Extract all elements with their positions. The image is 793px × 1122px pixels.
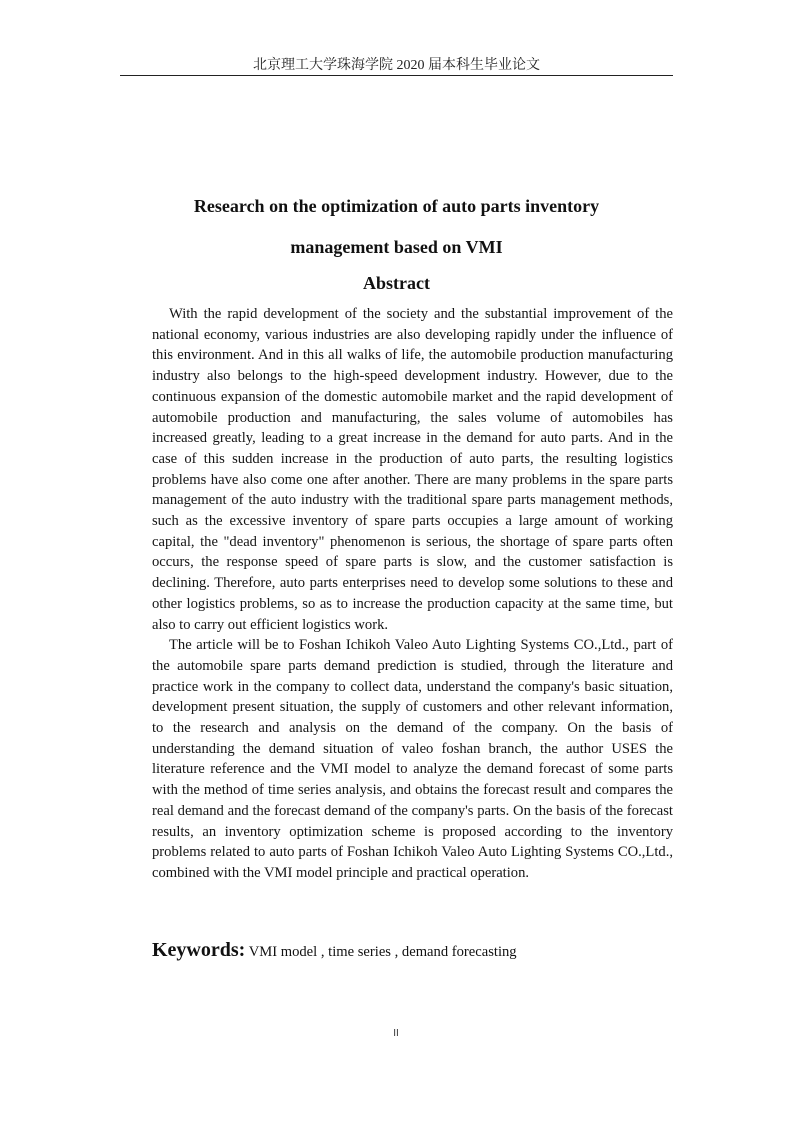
abstract-heading: Abstract [363, 273, 430, 293]
running-header: 北京理工大学珠海学院 2020 届本科生毕业论文 [253, 58, 540, 73]
paper-title [120, 186, 673, 268]
paper-title-line-2: management based on VMI [290, 237, 503, 257]
header-rule [120, 75, 673, 76]
paper-title-line-1: Research on the optimization of auto parts inventory [193, 196, 600, 216]
abstract-paragraph-2: The article will be to Foshan Ichikoh Valeo Auto Lighting Systems CO.,Ltd., part of the automobile spare parts demand prediction is studied, through the literature and practice work in the company to collect data, understand the company's basic situation, development present situation, the supply of customers and other relevant information, to the research and analysis on the demand of the company. On the basis of understanding the demand situation of valeo foshan branch, the author USES the literature reference and the VMI model to analyze the demand forecast of some parts with the method of time series analysis, and obtains the forecast result and compares the real demand and the forecast demand of the company's parts. On the basis of the forecast results, an inventory optimization scheme is proposed according to the inventory problems related to auto parts of Foshan Ichikoh Valeo Auto Lighting Systems CO.,Ltd., combined with the VMI model principle and practical operation. [152, 637, 673, 881]
page-number: II [393, 1028, 399, 1039]
keywords [152, 937, 673, 965]
abstract-paragraph-1: With the rapid development of the society and the substantial improvement of the national economy, various industries are also developing rapidly under the influence of this environment. And in this all walks of life, the automobile production manufacturing industry also belongs to the high-speed development industry. However, due to the continuous expansion of the domestic automobile market and the rapid development of automobile production and manufacturing, the sales volume of automobiles has increased greatly, leading to a great increase in the demand for auto parts. And in the case of this sudden increase in the production of auto parts, the resulting logistics problems have also come one after another. There are many problems in the spare parts management of the auto industry with the traditional spare parts management methods, such as the excessive inventory of spare parts occupies a large amount of working capital, the "dead inventory" phenomenon is serious, the shortage of spare parts often occurs, the response speed of spare parts is slow, and the customer satisfaction is declining. Therefore, auto parts enterprises need to develop some solutions to these and other logistics problems, so as to increase the production capacity at the same time, but also to carry out efficient logistics work. [152, 306, 673, 633]
keywords-label: Keywords: [152, 939, 246, 961]
keywords-text: VMI model , time series , demand forecasting [245, 944, 517, 960]
abstract-body [152, 304, 673, 884]
